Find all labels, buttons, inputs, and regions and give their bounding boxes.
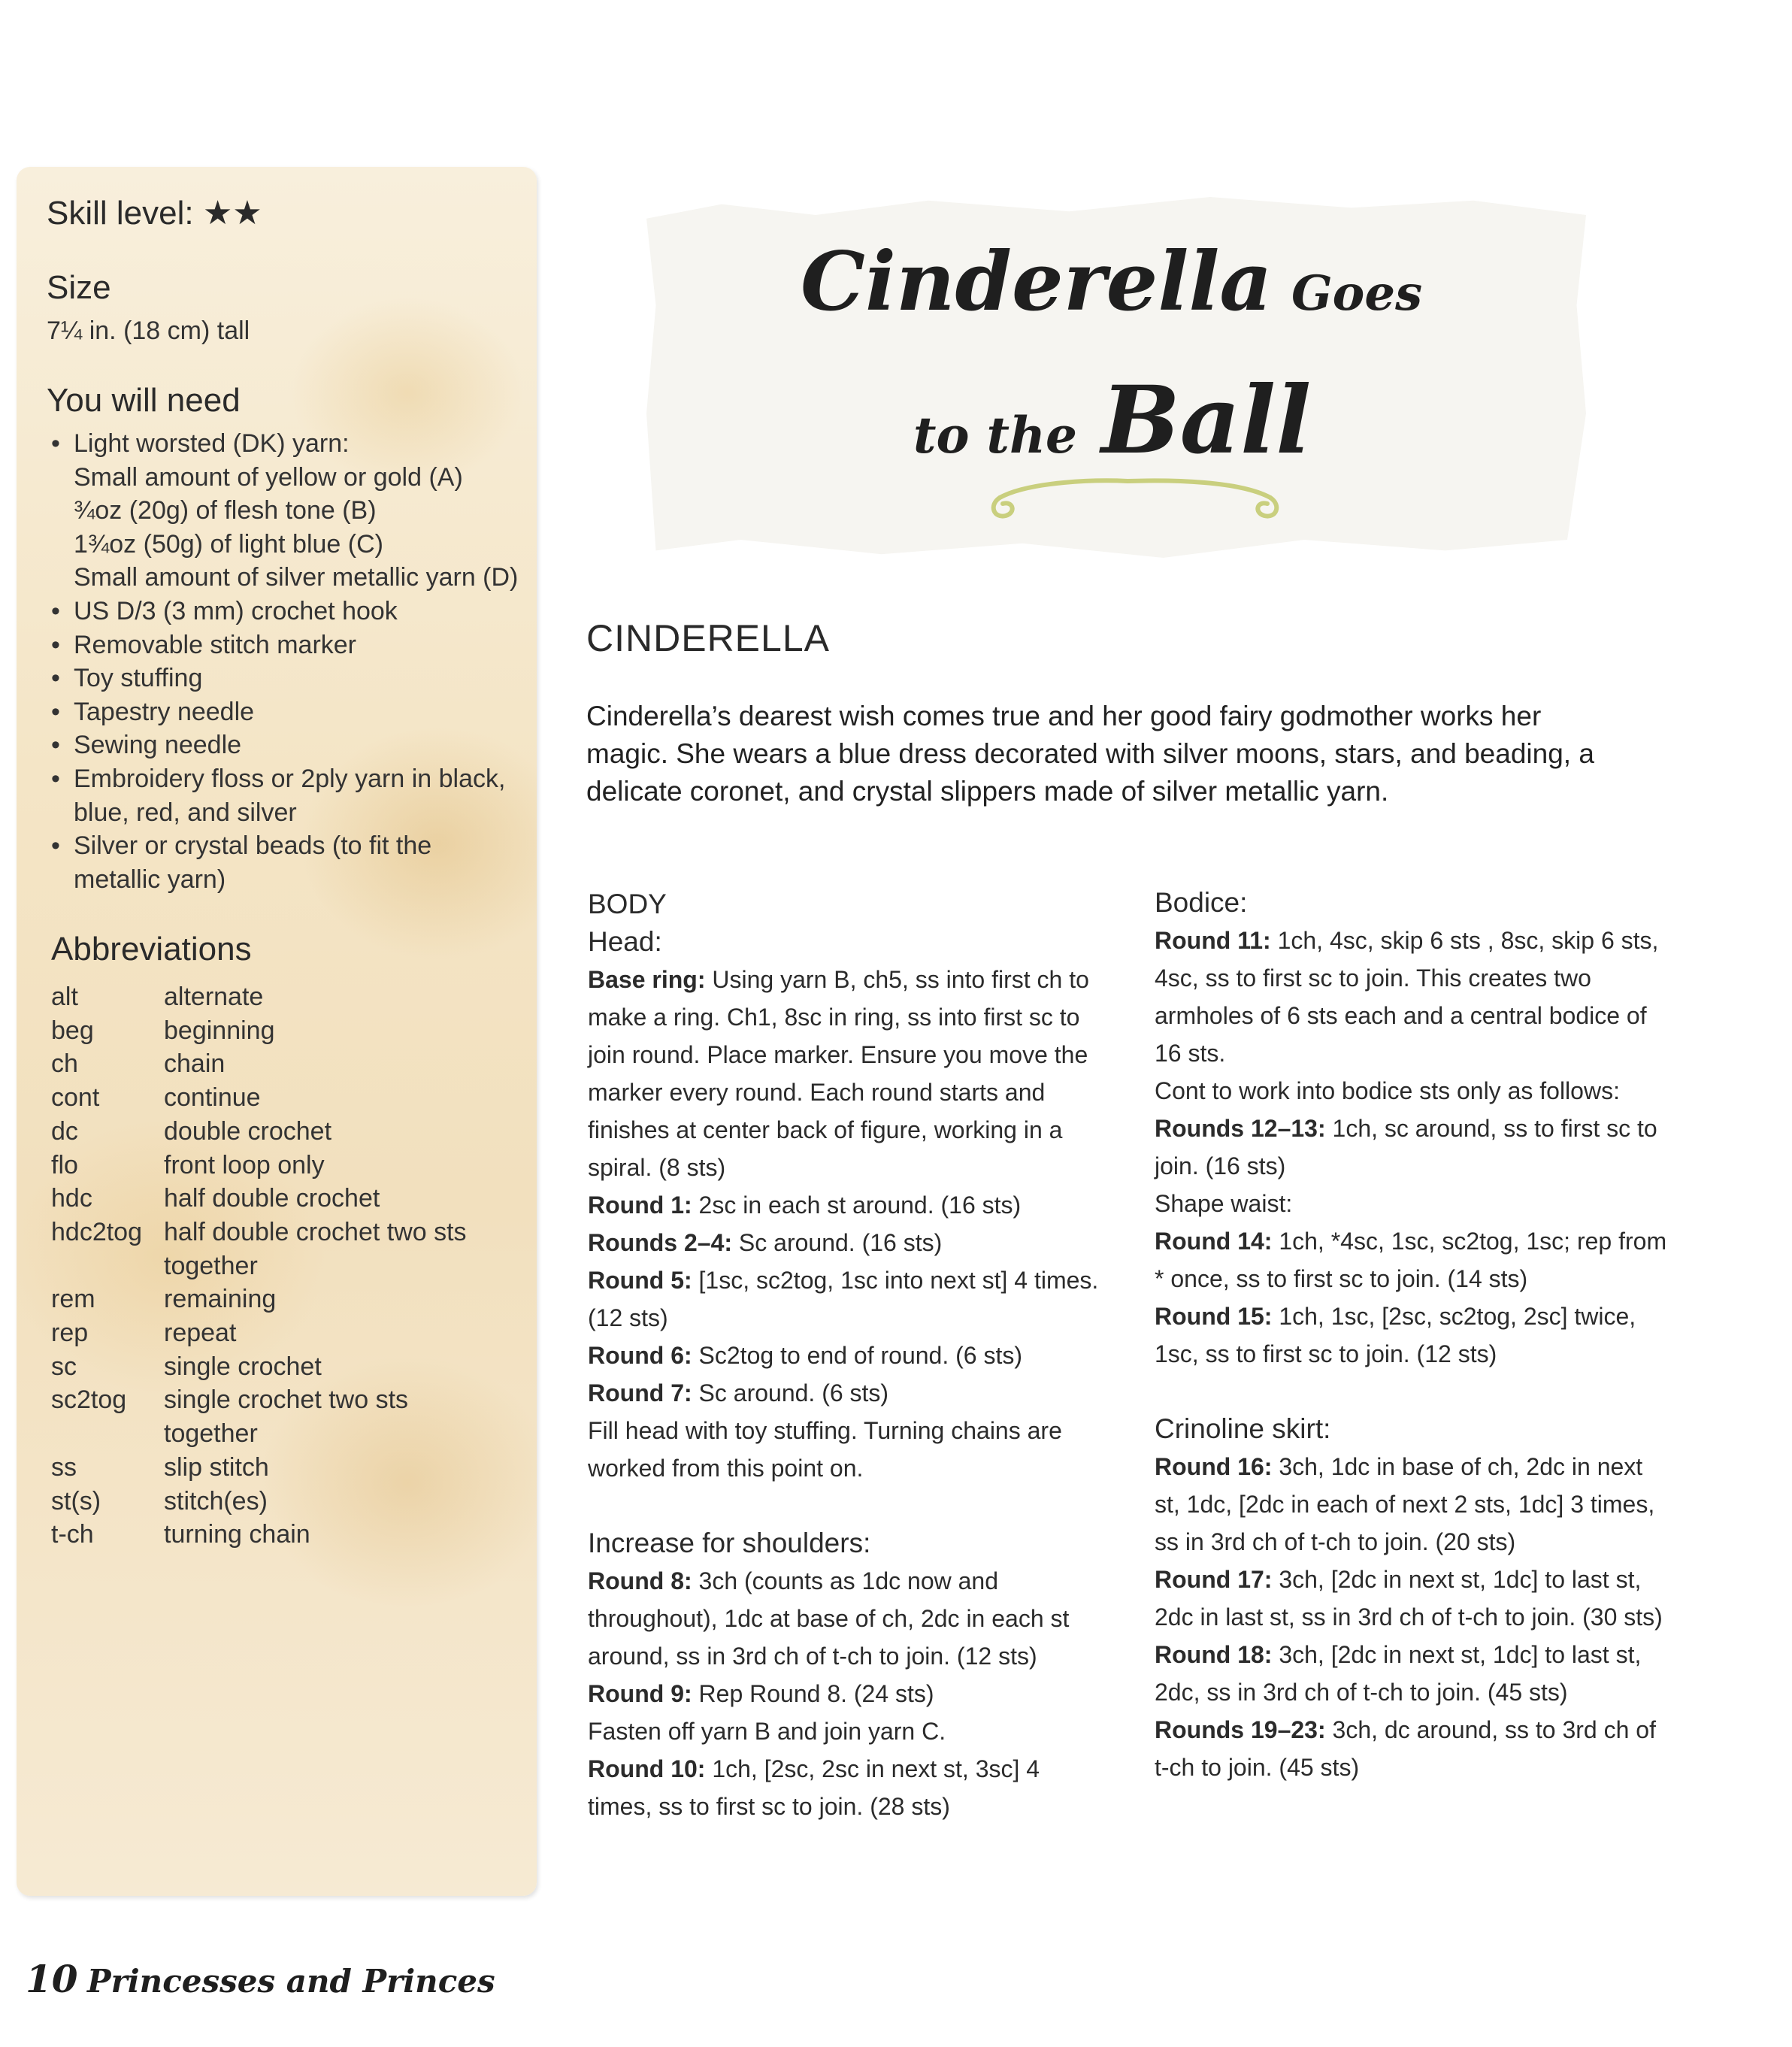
pattern-step: Rounds 2–4: Sc around. (16 sts) xyxy=(588,1229,943,1256)
pattern-step: Round 15: 1ch, 1sc, [2sc, sc2tog, 2sc] twice, 1sc, ss to first sc to join. (12 sts) xyxy=(1155,1303,1636,1367)
abbreviation-row: t-ch turning chain xyxy=(51,1520,310,1549)
title-word-to-the: to the xyxy=(913,406,1077,465)
pattern-step: Round 11: 1ch, 4sc, skip 6 sts , 8sc, skip 6 sts, 4sc, ss to first sc to join. This creates two armholes of 6 sts each and a central bodice of 16 sts. xyxy=(1155,927,1659,1067)
pattern-step: Round 18: 3ch, [2dc in next st, 1dc] to last st, 2dc, ss in 3rd ch of t-ch to join. (45 sts) xyxy=(1155,1641,1642,1706)
pattern-step: Round 10: 1ch, [2sc, 2sc in next st, 3sc] 4 times, ss to first sc to join. (28 sts) xyxy=(588,1755,1040,1820)
list-item: • Removable stitch marker xyxy=(51,630,357,659)
abbreviation-row: ch chain xyxy=(51,1049,226,1079)
skill-level-label: Skill level: xyxy=(47,195,194,232)
abbreviation-row: flo front loop only xyxy=(51,1150,325,1179)
list-item: Small amount of silver metallic yarn (D) xyxy=(74,563,519,592)
pattern-step: Round 1: 2sc in each st around. (16 sts) xyxy=(588,1192,1022,1219)
abbreviation-row: ss slip stitch xyxy=(51,1452,269,1482)
pattern-step: Round 14: 1ch, *4sc, 1sc, sc2tog, 1sc; rep from * once, ss to first sc to join. (14 sts) xyxy=(1155,1228,1667,1292)
list-item: • Toy stuffing xyxy=(51,664,203,693)
pattern-step: Round 9: Rep Round 8. (24 sts) xyxy=(588,1680,934,1707)
pattern-step: Round 5: [1sc, sc2tog, 1sc into next st] 4 times. (12 sts) xyxy=(588,1267,1099,1331)
shoulders-heading: Increase for shoulders: xyxy=(588,1528,871,1558)
materials-list xyxy=(47,427,528,896)
abbreviation-row: cont continue xyxy=(51,1083,261,1113)
footer-graphic xyxy=(26,1949,495,2009)
title-word-cinderella: Cinderella xyxy=(801,235,1273,329)
abbreviation-row: rem remaining xyxy=(51,1285,277,1314)
pattern-note: Fasten off yarn B and join yarn C. xyxy=(588,1718,946,1745)
abbreviation-row: sc2tog single crochet two sts together xyxy=(51,1385,409,1449)
pattern-step: Round 6: Sc2tog to end of round. (6 sts) xyxy=(588,1342,1022,1369)
list-item: Small amount of yellow or gold (A) xyxy=(74,462,463,492)
flourish-ornament xyxy=(994,480,1277,516)
size-heading: Size xyxy=(47,269,111,306)
pattern-step: Round 7: Sc around. (6 sts) xyxy=(588,1379,889,1407)
head-heading: Head: xyxy=(588,926,662,957)
abbreviation-row: rep repeat xyxy=(51,1319,237,1348)
pattern-step: Round 17: 3ch, [2dc in next st, 1dc] to last st, 2dc in last st, ss in 3rd ch of t-ch to join. (30 sts) xyxy=(1155,1566,1663,1631)
chapter-title: Princesses and Princes xyxy=(87,1963,495,2000)
skill-stars: ★★ xyxy=(202,195,262,232)
list-item: • US D/3 (3 mm) crochet hook xyxy=(51,596,398,625)
abbreviation-row: sc single crochet xyxy=(51,1352,322,1381)
skill-level-heading xyxy=(47,194,262,232)
list-item: • Silver or crystal beads (to fit the metallic yarn) xyxy=(51,831,432,894)
list-item: ¾oz (20g) of flesh tone (B) xyxy=(74,496,377,525)
bodice-heading: Bodice: xyxy=(1155,887,1248,918)
title-graphic xyxy=(646,197,1586,558)
abbreviation-row: hdc half double crochet xyxy=(51,1184,380,1213)
abbreviation-row: hdc2tog half double crochet two sts together xyxy=(51,1217,467,1280)
list-item: • Sewing needle xyxy=(51,731,242,760)
intro-paragraph: Cinderella’s dearest wish comes true and her good fairy godmother works her magic. She wears a blue dress decorated with silver moons, stars, and beading, a delicate coronet, and crystal slippers made of silver metallic yarn. xyxy=(586,701,1594,807)
abbreviation-row: dc double crochet xyxy=(51,1116,332,1146)
materials-sidebar xyxy=(17,167,537,1896)
abbreviation-row: alt alternate xyxy=(51,983,264,1011)
body-heading: BODY xyxy=(588,889,667,919)
list-item: • Tapestry needle xyxy=(51,697,255,726)
pattern-note: Cont to work into bodice sts only as follows: xyxy=(1155,1077,1620,1104)
pattern-note: Fill head with toy stuffing. Turning chains are worked from this point on. xyxy=(588,1417,1062,1482)
page-number: 10 xyxy=(26,1957,78,2001)
list-item: • Embroidery floss or 2ply yarn in black, blue, red, and silver xyxy=(51,764,506,827)
title-word-ball: Ball xyxy=(1101,366,1312,475)
pattern-step: Rounds 12–13: 1ch, sc around, ss to first sc to join. (16 sts) xyxy=(1155,1115,1657,1179)
pattern-note: Shape waist: xyxy=(1155,1190,1293,1217)
pattern-left-column xyxy=(588,886,1106,1825)
list-item: • Light worsted (DK) yarn: Small amount of yellow or gold (A) ¾oz (20g) of flesh tone (B) 1¾oz (50g) of light blue (C) Small amount of silver metallic yarn (D) xyxy=(47,427,528,595)
page-footer xyxy=(26,1949,495,2012)
pattern-right-column xyxy=(1155,884,1673,1786)
pattern-step: Base ring: Using yarn B, ch5, ss into first ch to make a ring. Ch1, 8sc in ring, ss into first sc to join round. Place marker. Ensure you move the marker every round. Each round starts and finishes at center back of figure, working in a spiral. (8 sts) xyxy=(588,966,1089,1181)
abbreviation-row: st(s) stitch(es) xyxy=(51,1486,268,1516)
pattern-step: Round 8: 3ch (counts as 1dc now and throughout), 1dc at base of ch, 2dc in each st around, ss in 3rd ch of t-ch to join. (12 sts) xyxy=(588,1567,1070,1670)
you-will-need-heading: You will need xyxy=(47,382,241,419)
abbreviations-list xyxy=(51,980,510,1552)
crinoline-heading: Crinoline skirt: xyxy=(1155,1413,1331,1444)
pattern-step: Rounds 19–23: 3ch, dc around, ss to 3rd ch of t-ch to join. (45 sts) xyxy=(1155,1716,1656,1781)
list-item: 1¾oz (50g) of light blue (C) xyxy=(74,529,383,559)
yarn-sublist xyxy=(74,461,528,595)
title-word-goes: Goes xyxy=(1291,265,1423,322)
section-heading: CINDERELLA xyxy=(586,617,830,659)
abbreviation-row: beg beginning xyxy=(51,1016,275,1045)
pattern-step: Round 16: 3ch, 1dc in base of ch, 2dc in next st, 1dc, [2dc in each of next 2 sts, 1dc] 3 times, ss in 3rd ch of t-ch to join. (20 sts) xyxy=(1155,1453,1655,1555)
abbreviations-heading: Abbreviations xyxy=(51,931,252,967)
size-value: 7¼ in. (18 cm) tall xyxy=(47,316,250,345)
